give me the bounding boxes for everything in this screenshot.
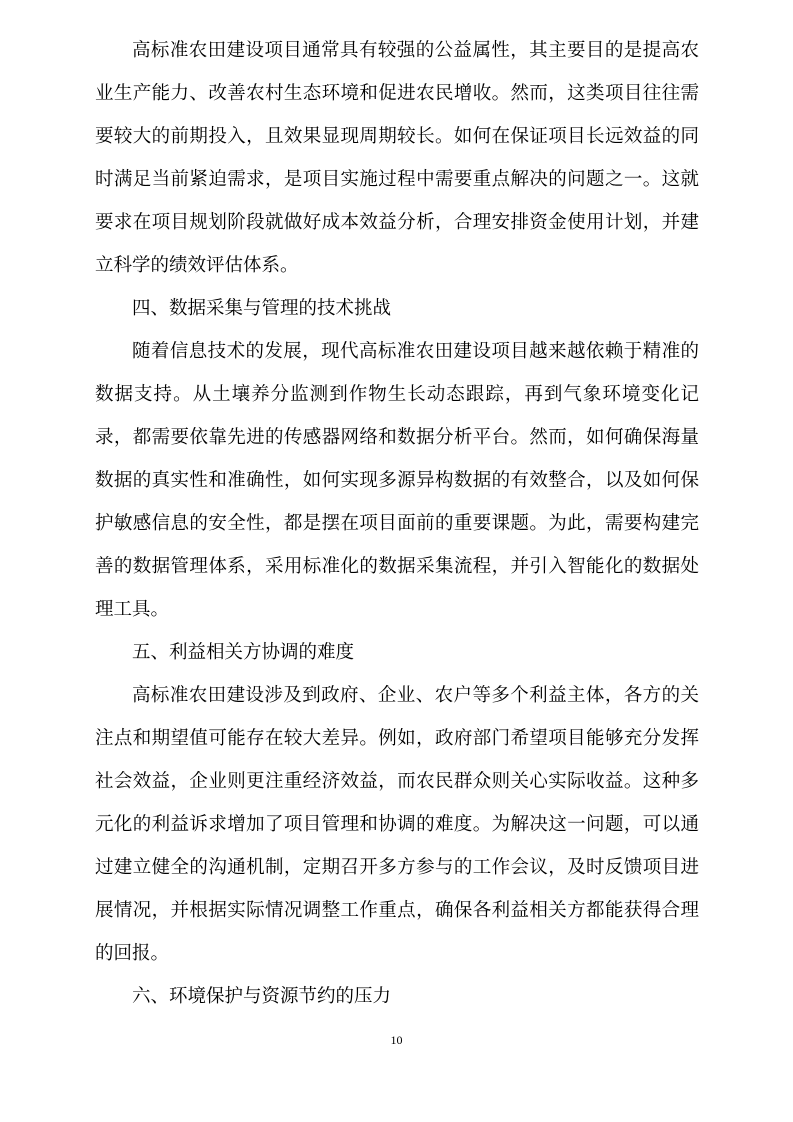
paragraph-2-line-7: 理工具。: [95, 599, 170, 620]
paragraph-3-line-1: 高标准农田建设涉及到政府、企业、农户等多个利益主体，各方的关: [132, 685, 699, 706]
section-heading-5: 五、利益相关方协调的难度: [132, 642, 355, 663]
paragraph-3-line-3: 社会效益，企业则更注重经济效益，而农民群众则关心实际收益。这种多: [95, 771, 699, 792]
paragraph-3-line-2: 注点和期望值可能存在较大差异。例如，政府部门希望项目能够充分发挥: [95, 728, 699, 749]
section-heading-4: 四、数据采集与管理的技术挑战: [132, 298, 392, 319]
paragraph-1-line-1: 高标准农田建设项目通常具有较强的公益属性，其主要目的是提高农: [132, 40, 699, 61]
section-heading-6: 六、环境保护与资源节约的压力: [132, 986, 392, 1007]
paragraph-1-line-4: 时满足当前紧迫需求，是项目实施过程中需要重点解决的问题之一。这就: [95, 169, 699, 190]
paragraph-3-line-7: 的回报。: [95, 943, 170, 964]
paragraph-3-line-5: 过建立健全的沟通机制，定期召开多方参与的工作会议，及时反馈项目进: [95, 857, 699, 878]
paragraph-2-line-6: 善的数据管理体系，采用标准化的数据采集流程，并引入智能化的数据处: [95, 556, 699, 577]
paragraph-2-line-4: 数据的真实性和准确性，如何实现多源异构数据的有效整合，以及如何保: [95, 470, 699, 491]
paragraph-1-line-3: 要较大的前期投入，且效果显现周期较长。如何在保证项目长远效益的同: [95, 126, 699, 147]
paragraph-1-line-2: 业生产能力、改善农村生态环境和促进农民增收。然而，这类项目往往需: [95, 83, 699, 104]
paragraph-2-line-5: 护敏感信息的安全性，都是摆在项目面前的重要课题。为此，需要构建完: [95, 513, 699, 534]
paragraph-3-line-4: 元化的利益诉求增加了项目管理和协调的难度。为解决这一问题，可以通: [95, 814, 699, 835]
paragraph-2-line-1: 随着信息技术的发展，现代高标准农田建设项目越来越依赖于精准的: [132, 341, 699, 362]
paragraph-3-line-6: 展情况，并根据实际情况调整工作重点，确保各利益相关方都能获得合理: [95, 900, 699, 921]
paragraph-1-line-5: 要求在项目规划阶段就做好成本效益分析，合理安排资金使用计划，并建: [95, 212, 699, 233]
paragraph-1-line-6: 立科学的绩效评估体系。: [95, 255, 299, 276]
paragraph-2-line-2: 数据支持。从土壤养分监测到作物生长动态跟踪，再到气象环境变化记: [95, 384, 699, 405]
page-number: 10: [390, 1033, 403, 1047]
paragraph-2-line-3: 录，都需要依靠先进的传感器网络和数据分析平台。然而，如何确保海量: [95, 427, 699, 448]
